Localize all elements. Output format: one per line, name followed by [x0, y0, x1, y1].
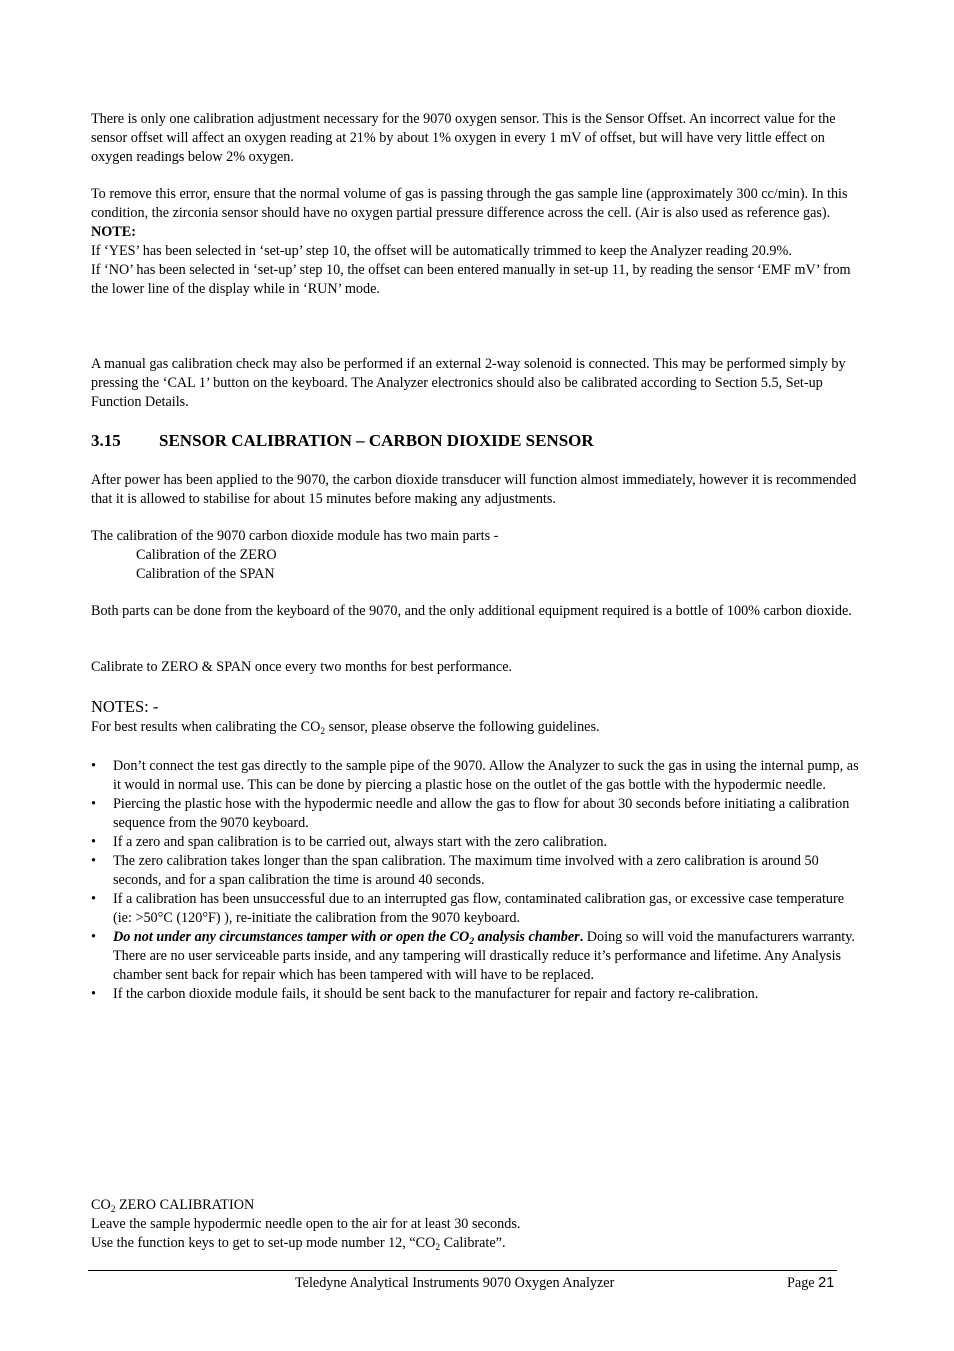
zero-calibration-line1: Leave the sample hypodermic needle open to the air for at least 30 seconds. — [91, 1216, 521, 1232]
section-heading — [91, 430, 863, 452]
part-span: Calibration of the SPAN — [136, 566, 275, 582]
zero-calibration-section — [91, 1196, 863, 1253]
notes-heading: NOTES: - — [91, 697, 159, 716]
note-no: If ‘NO’ has been selected in ‘set-up’ step 10, the offset can been entered manually in set-up 11, by reading the sensor ‘EMF mV’ from the lower line of the display while in ‘RUN’ mode. — [91, 262, 851, 297]
section-equipment-paragraph: Both parts can be done from the keyboard of the 9070, and the only additional equipment required is a bottle of 100% carbon dioxide. — [91, 603, 852, 619]
bullet-icon: • — [91, 853, 96, 869]
bullet-icon: • — [91, 796, 96, 812]
footer-divider — [88, 1270, 837, 1271]
page-number: 21 — [818, 1275, 835, 1291]
bullet-icon: • — [91, 758, 96, 774]
section-frequency-paragraph: Calibrate to ZERO & SPAN once every two months for best performance. — [91, 659, 513, 675]
section-number: 3.15 — [91, 431, 121, 450]
section-power-paragraph: After power has been applied to the 9070, the carbon dioxide transducer will function almost immediately, however it is recommended that it is allowed to stabilise for about 15 minutes before making any adjustments. — [91, 472, 857, 507]
page-label: Page — [787, 1275, 815, 1291]
note-label: NOTE: — [91, 224, 136, 240]
tamper-warning: Do not under any circumstances tamper with or open the $CO_2$ analysis chamber — [113, 929, 580, 947]
list-item: • Piercing the plastic hose with the hypodermic needle and allow the gas to flow for about 30 seconds before initiating a calibration sequence from the 9070 keyboard. — [91, 796, 850, 831]
list-item: • If a calibration has been unsuccessful due to an interrupted gas flow, contaminated calibration gas, or excessive case temperature (ie: >50°C (120°F) ), re-initiate the calibration from the 9070 keyboard. — [91, 891, 845, 926]
section-title: SENSOR CALIBRATION – CARBON DIOXIDE SENSOR — [159, 431, 594, 450]
list-item: • If a zero and span calibration is to be carried out, always start with the zero calibration. — [91, 834, 608, 850]
notes-intro: For best results when calibrating the $CO_2$ sensor, please observe the following guidelines. — [91, 719, 600, 737]
zero-calibration-title: $CO_2$ ZERO CALIBRATION — [91, 1197, 255, 1215]
notes-bullet-list — [91, 757, 863, 1004]
bullet-icon: • — [91, 891, 96, 907]
intro-offset-paragraph: There is only one calibration adjustment necessary for the 9070 oxygen sensor. This is the Sensor Offset. An incorrect value for the sensor offset will affect an oxygen reading at 21% by about 1% oxygen in every 1 mV of offset, but will have very little effect on oxygen readings below 2% oxygen. — [91, 111, 836, 165]
bullet-icon: • — [91, 986, 96, 1002]
intro-error-paragraph: To remove this error, ensure that the normal volume of gas is passing through the gas sample line (approximately 300 cc/min). In this condition, the zirconia sensor should have no oxygen partial pressure difference across the cell. (Air is also used as reference gas). NOTE: If ‘YES’ has been selected in ‘set-up’ step 10, the offset will be automatically trimmed to keep the Analyzer reading 20.9%. If ‘NO’ has been selected in ‘set-up’ step 10, the offset can been entered manually in set-up 11, by reading the sensor ‘EMF mV’ from the lower line of the display while in ‘RUN’ mode. — [91, 185, 863, 299]
zero-calibration-line2: Use the function keys to get to set-up mode number 12, “$CO_2$ Calibrate”. — [91, 1235, 506, 1253]
footer-page — [787, 1274, 834, 1293]
footer-title: Teledyne Analytical Instruments 9070 Oxygen Analyzer — [295, 1275, 615, 1291]
section-parts-paragraph: The calibration of the 9070 carbon dioxide module has two main parts - Calibration of the ZERO Calibration of the SPAN — [91, 527, 863, 584]
part-zero: Calibration of the ZERO — [136, 547, 277, 563]
list-item: • If the carbon dioxide module fails, it should be sent back to the manufacturer for repair and factory re-calibration. — [91, 986, 759, 1002]
bullet-icon: • — [91, 834, 96, 850]
bullet-icon: • — [91, 929, 96, 945]
note-yes: If ‘YES’ has been selected in ‘set-up’ step 10, the offset will be automatically trimmed to keep the Analyzer reading 20.9%. — [91, 243, 792, 259]
list-item-warning: • Do not under any circumstances tamper with or open the $CO_2$ analysis chamber. Doing so will void the manufacturers warranty. There are no user serviceable parts inside, and any tampering will drastically reduce it’s performance and lifetime. Any Analysis chamber sent back for repair which has been tampered with will have to be replaced. — [91, 929, 855, 983]
intro-manual-check-paragraph: A manual gas calibration check may also be performed if an external 2-way solenoid is connected. This may be performed simply by pressing the ‘CAL 1’ button on the keyboard. The Analyzer electronics should also be calibrated according to Section 5.5, Set-up Function Details. — [91, 356, 846, 410]
list-item: • Don’t connect the test gas directly to the sample pipe of the 9070. Allow the Analyzer to suck the gas in using the internal pump, as it would in normal use. This can be done by piercing a plastic hose on the outlet of the gas bottle with the hypodermic needle. — [91, 758, 859, 793]
list-item: • The zero calibration takes longer than the span calibration. The maximum time involved with a zero calibration is around 50 seconds, and for a span calibration the time is around 40 seconds. — [91, 853, 819, 888]
